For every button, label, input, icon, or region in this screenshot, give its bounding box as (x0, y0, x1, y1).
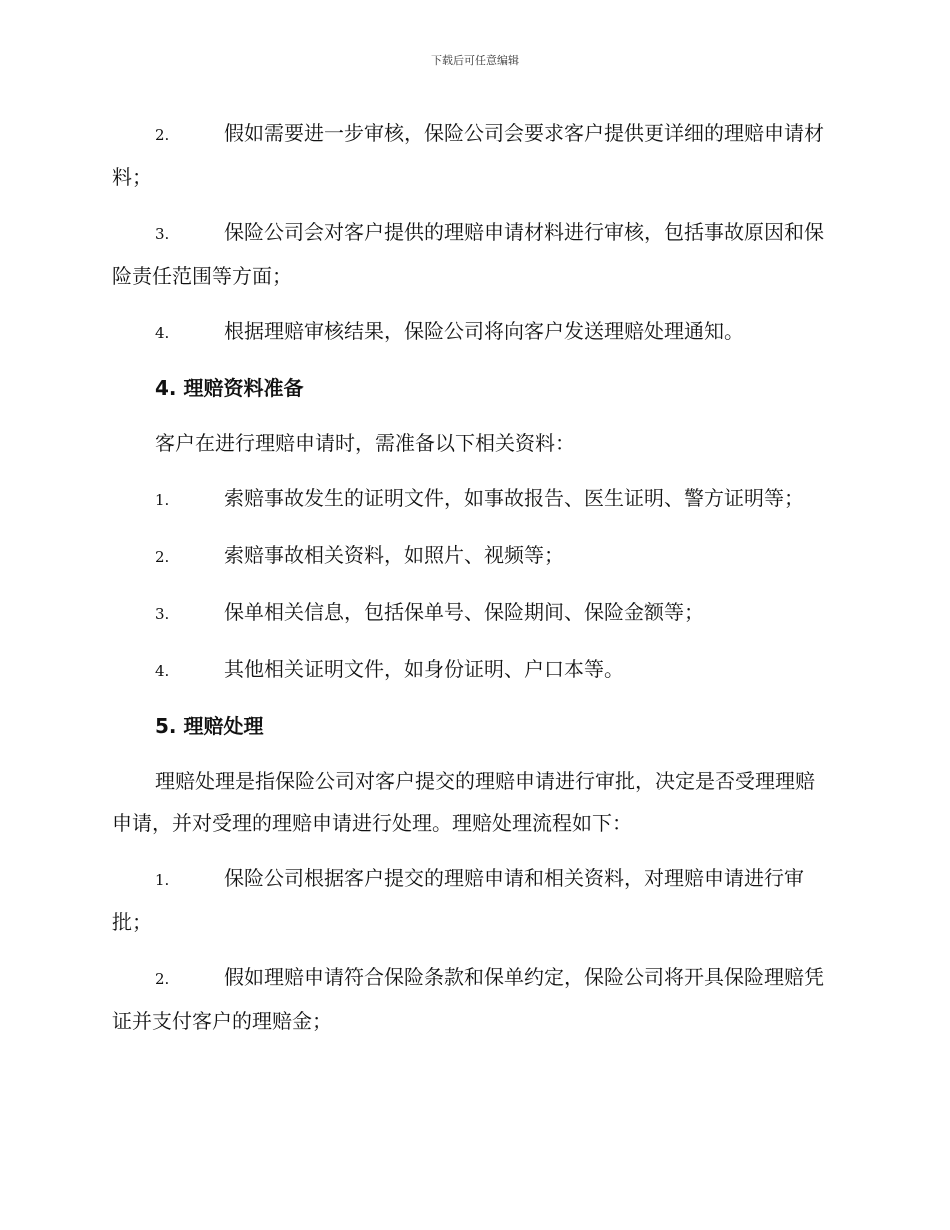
section-intro: 理赔处理是指保险公司对客户提交的理赔申请进行审批，决定是否受理理赔申请，并对受理的理赔申请进行处理。理赔处理流程如下： (112, 769, 815, 835)
list-item (112, 648, 834, 692)
list-number: 2. (155, 548, 170, 566)
section-intro: 客户在进行理赔申请时，需准备以下相关资料： (155, 431, 575, 455)
list-text: 其他相关证明文件，如身份证明、户口本等。 (224, 657, 624, 681)
list-number: 1. (155, 491, 170, 509)
list-item (112, 956, 834, 1042)
page-header: 下载后可任意编辑 (431, 54, 519, 67)
list-item (112, 112, 834, 198)
list-item (112, 310, 834, 354)
list-text: 根据理赔审核结果，保险公司将向客户发送理赔处理通知。 (224, 319, 744, 343)
list-text: 假如需要进一步审核，保险公司会要求客户提供更详细的理赔申请材料； (112, 121, 824, 189)
list-number: 4. (155, 324, 170, 342)
list-item (112, 534, 834, 578)
list-number: 2. (155, 126, 170, 144)
list-number: 1. (155, 871, 170, 889)
list-text: 保险公司会对客户提供的理赔申请材料进行审核，包括事故原因和保险责任范围等方面； (112, 220, 824, 288)
list-number: 3. (155, 605, 170, 623)
list-text: 假如理赔申请符合保险条款和保单约定，保险公司将开具保险理赔凭证并支付客户的理赔金； (112, 965, 824, 1033)
section-heading: 5. 理赔处理 (155, 714, 264, 738)
list-item (112, 211, 834, 297)
list-text: 索赔事故相关资料，如照片、视频等； (224, 543, 564, 567)
list-item (112, 857, 834, 943)
list-number: 4. (155, 662, 170, 680)
list-text: 索赔事故发生的证明文件，如事故报告、医生证明、警方证明等； (224, 486, 804, 510)
list-text: 保险公司根据客户提交的理赔申请和相关资料，对理赔申请进行审批； (112, 866, 804, 934)
list-item (112, 477, 834, 521)
list-number: 2. (155, 970, 170, 988)
section-heading: 4. 理赔资料准备 (155, 376, 304, 400)
list-item (112, 591, 834, 635)
list-text: 保单相关信息，包括保单号、保险期间、保险金额等； (224, 600, 704, 624)
document-body (112, 112, 834, 1055)
list-number: 3. (155, 225, 170, 243)
